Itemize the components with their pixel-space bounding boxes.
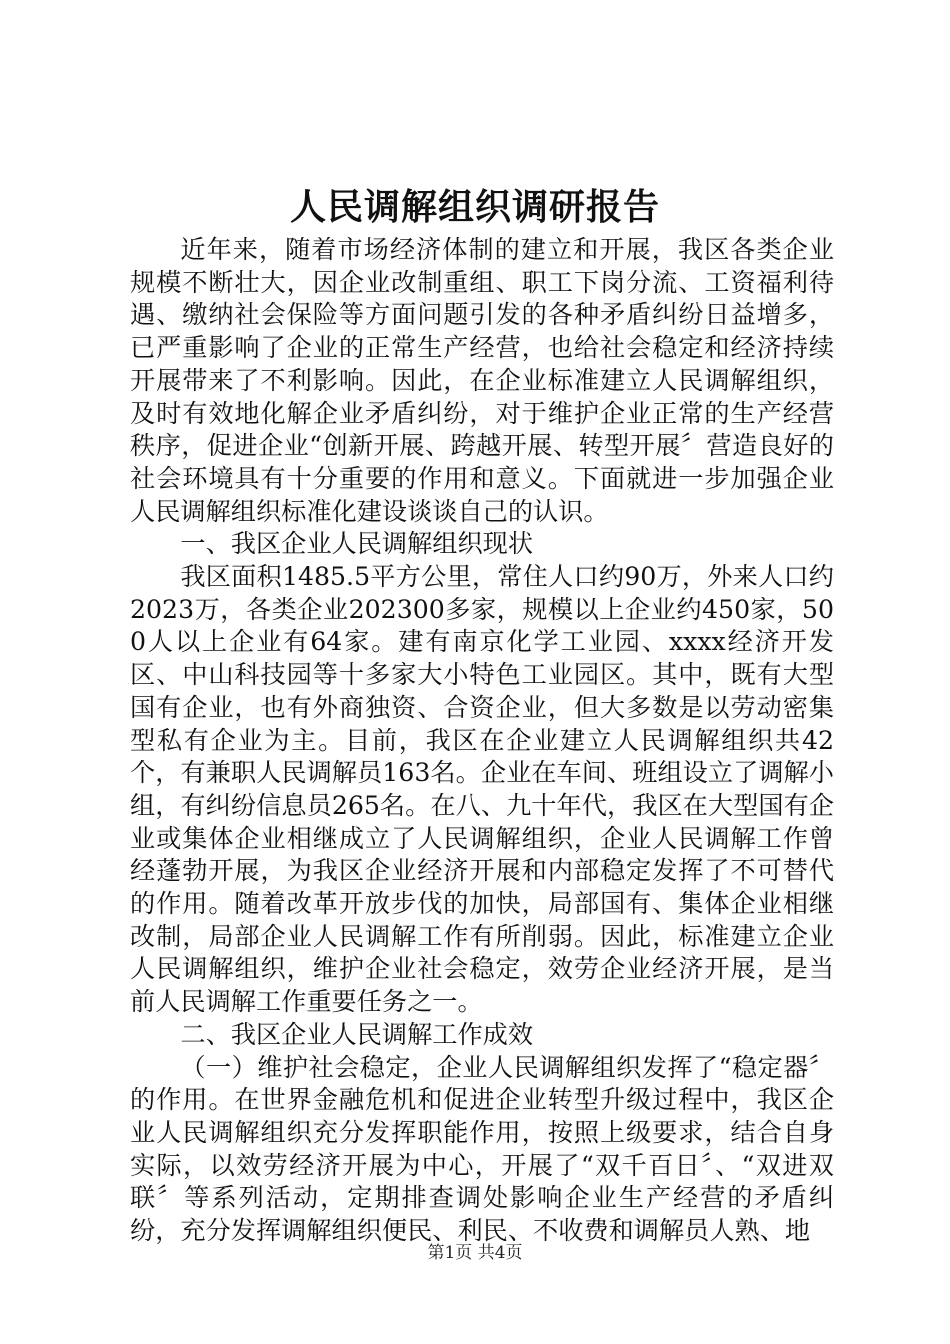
document-body <box>130 234 834 1248</box>
section-heading-2: 二、我区企业人民调解工作成效 <box>180 1019 534 1049</box>
document-title: 人民调解组织调研报告 <box>289 187 660 228</box>
paragraph-results: （一）维护社会稳定，企业人民调解组织发挥了“稳定器〞的作用。在世界金融危机和促进企业转型升级过程中，我区企业人民调解组织充分发挥职能作用，按照上级要求，结合自身实际，以效劳经济开展为中心，开展了“双千百日〞、“双进双联〞等系列活动，定期排查调处影响企业生产经营的矛盾纠纷，充分发挥调解组织便民、利民、不收费和调解员人熟、地 <box>130 1052 834 1246</box>
paragraph-intro: 近年来，随着市场经济体制的建立和开展，我区各类企业规模不断壮大，因企业改制重组、职工下岗分流、工资福利待遇、缴纳社会保险等方面问题引发的各种矛盾纠纷日益增多，已严重影响了企业的正常生产经营，也给社会稳定和经济持续开展带来了不利影响。因此，在企业标准建立人民调解组织，及时有效地化解企业矛盾纠纷，对于维护企业正常的生产经营秩序，促进企业“创新开展、跨越开展、转型开展〞营造良好的社会环境具有十分重要的作用和意义。下面就进一步加强企业人民调解组织标准化建设谈谈自己的认识。 <box>130 235 834 526</box>
page-footer: 第1页 共4页 <box>427 1243 523 1263</box>
section-heading-1: 一、我区企业人民调解组织现状 <box>180 529 534 559</box>
paragraph-status: 我区面积1485.5平方公里，常住人口约90万，外来人口约2023万，各类企业202300多家，规模以上企业约450家，500人以上企业有64家。建有南京化学工业园、xxxx经济开发区、中山科技园等十多家大小特色工业园区。其中，既有大型国有企业，也有外商独资、合资企业，但大多数是以劳动密集型私有企业为主。目前，我区在企业建立人民调解组织共42个，有兼职人民调解员163名。企业在车间、班组设立了调解小组，有纠纷信息员265名。在八、九十年代，我区在大型国有企业或集体企业相继成立了人民调解组织，企业人民调解工作曾经蓬勃开展，为我区企业经济开展和内部稳定发挥了不可替代的作用。随着改革开放步伐的加快，局部国有、集体企业相继改制，局部企业人民调解工作有所削弱。因此，标准建立企业人民调解组织，维护企业社会稳定，效劳企业经济开展，是当前人民调解工作重要任务之一。 <box>130 562 834 1017</box>
